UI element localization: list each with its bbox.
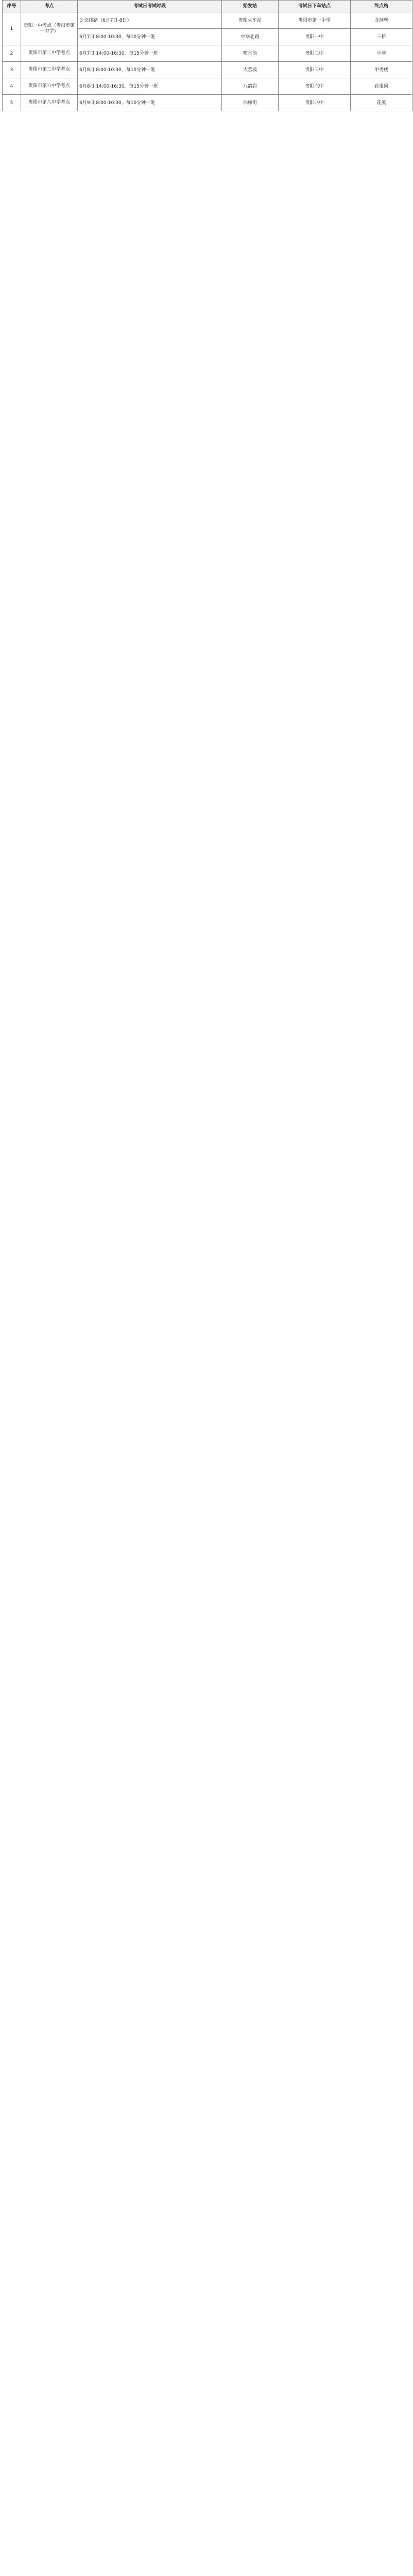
start-station: 贵阳火车站 [222,12,279,29]
bus-schedule-table [2,0,412,111]
row-number: 4 [3,78,21,95]
exam-time: 6月7日 8:00-10:30，每10分钟一班 [78,29,222,45]
dropoff-station: 贵阳三中 [279,62,351,78]
exam-site: 贵阳一中考点（贵阳市第一中学） [21,12,78,45]
exam-time: 6月7日 14:00-16:30，每15分钟一班 [78,45,222,62]
terminal-station: 甲秀楼 [351,62,412,78]
dropoff-station: 贵阳六中 [279,78,351,95]
start-station: 喷水池 [222,45,279,62]
table-row [3,12,412,29]
header-cell: 考试日考试时段 [78,1,222,12]
table-body [3,12,412,111]
exam-time: 6月8日 14:00-16:30，每15分钟一班 [78,78,222,95]
table-row [3,62,412,78]
terminal-station: 花果园 [351,78,412,95]
table-row [3,95,412,111]
terminal-station: 花溪 [351,95,412,111]
exam-time: 6月9日 8:00-10:30，每10分钟一班 [78,95,222,111]
start-station: 八鸽岩 [222,78,279,95]
dropoff-station: 贵阳八中 [279,95,351,111]
exam-site: 贵阳市第二中学考点 [21,45,78,62]
table-row [3,78,412,95]
header-cell: 考点 [21,1,78,12]
dropoff-station: 贵阳一中 [279,29,351,45]
exam-site: 贵阳市第六中学考点 [21,78,78,95]
exam-time: 6月8日 8:00-10:30，每10分钟一班 [78,62,222,78]
table-row [3,45,412,62]
terminal-station: 小河 [351,45,412,62]
exam-time: 公交线路（6月7日-8日） [78,12,222,29]
exam-site: 贵阳市第八中学考点 [21,95,78,111]
header-cell: 考试日下车站点 [279,1,351,12]
start-station: 油榨街 [222,95,279,111]
terminal-station: 三桥 [351,29,412,45]
row-number: 3 [3,62,21,78]
schedule-sheet [2,0,412,111]
row-number: 5 [3,95,21,111]
row-number: 2 [3,45,21,62]
dropoff-station: 贵阳市第一中学 [279,12,351,29]
dropoff-station: 贵阳二中 [279,45,351,62]
exam-site: 贵阳市第三中学考点 [21,62,78,78]
header-cell: 始发站 [222,1,279,12]
start-station: 大营坡 [222,62,279,78]
header-cell: 序号 [3,1,21,12]
row-number: 1 [3,12,21,45]
header-cell: 终点站 [351,1,412,12]
start-station: 中华北路 [222,29,279,45]
header-row [3,1,412,12]
terminal-station: 龙洞堡 [351,12,412,29]
